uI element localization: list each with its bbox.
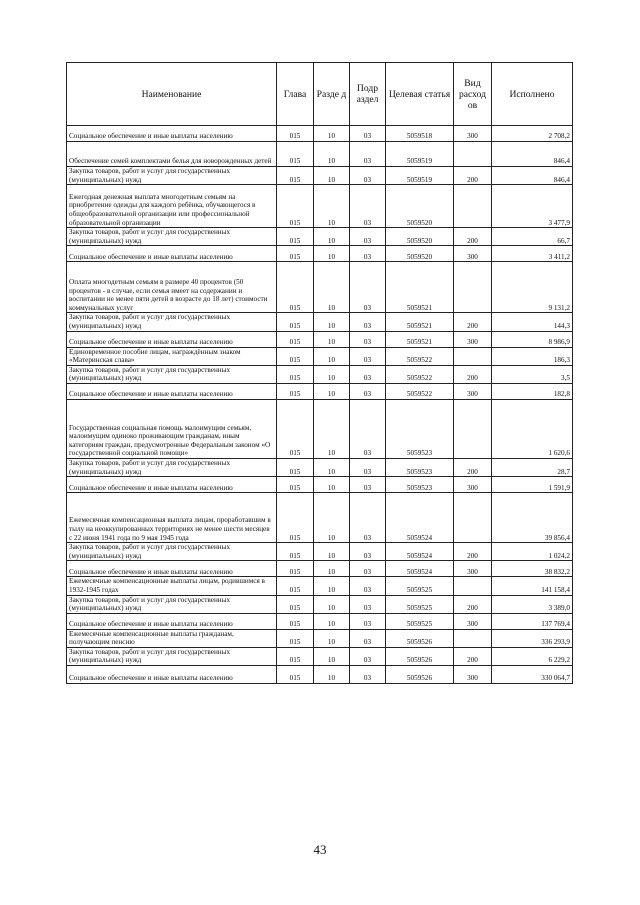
- row-subsection: 03: [350, 347, 386, 365]
- row-section: 10: [314, 613, 350, 629]
- row-subsection: 03: [350, 399, 386, 458]
- row-amount: 144,3: [492, 313, 573, 331]
- row-target-article: 5059520: [386, 185, 454, 228]
- row-target-article: 5059524: [386, 493, 454, 543]
- row-section: 10: [314, 142, 350, 167]
- row-expense-type: [454, 142, 492, 167]
- row-expense-type: 300: [454, 246, 492, 262]
- row-expense-type: 200: [454, 543, 492, 561]
- row-name: Единовременное пособие лицам, награждённым знаком «Материнская слава»: [67, 347, 277, 365]
- table-header-row: [67, 63, 573, 126]
- row-chapter: 015: [277, 365, 314, 383]
- row-target-article: 5059519: [386, 142, 454, 167]
- row-subsection: 03: [350, 629, 386, 647]
- table-row: [67, 228, 573, 246]
- row-expense-type: [454, 629, 492, 647]
- row-amount: 2 708,2: [492, 126, 573, 142]
- row-section: 10: [314, 666, 350, 684]
- row-expense-type: 300: [454, 561, 492, 577]
- row-section: 10: [314, 458, 350, 476]
- row-subsection: 03: [350, 561, 386, 577]
- row-target-article: 5059525: [386, 613, 454, 629]
- row-amount: 846,4: [492, 142, 573, 167]
- row-expense-type: 200: [454, 167, 492, 185]
- row-chapter: 015: [277, 142, 314, 167]
- row-subsection: 03: [350, 228, 386, 246]
- row-expense-type: [454, 577, 492, 595]
- row-expense-type: 300: [454, 666, 492, 684]
- row-section: 10: [314, 331, 350, 347]
- row-subsection: 03: [350, 126, 386, 142]
- row-target-article: 5059521: [386, 331, 454, 347]
- row-expense-type: 200: [454, 313, 492, 331]
- row-subsection: 03: [350, 142, 386, 167]
- row-amount: 330 064,7: [492, 666, 573, 684]
- row-name: Ежегодная денежная выплата многодетным семьям на приобретение одежды для каждого ребёнка, обучающегося в общеобразовательной организации или профессиональной образовательной организации: [67, 185, 277, 228]
- row-chapter: 015: [277, 629, 314, 647]
- row-subsection: 03: [350, 246, 386, 262]
- header-target-article: Целевая статья: [386, 63, 454, 126]
- row-expense-type: [454, 399, 492, 458]
- row-chapter: 015: [277, 246, 314, 262]
- row-expense-type: [454, 262, 492, 313]
- table-row: [67, 458, 573, 476]
- row-subsection: 03: [350, 313, 386, 331]
- row-name: Государственная социальная помощь малоимущим семьям, малоимущим одиноко проживающим гражданам, иным категориям граждан, предусмотренные Федеральным законом «О государственной социальной помощи»: [67, 399, 277, 458]
- row-name: Оплата многодетным семьям в размере 40 процентов (50 процентов - в случае, если семья имеет на содержании и воспитании не менее пяти детей в возрасте до 18 лет) стоимости коммунальных услуг: [67, 262, 277, 313]
- row-target-article: 5059518: [386, 126, 454, 142]
- row-chapter: 015: [277, 228, 314, 246]
- row-section: 10: [314, 228, 350, 246]
- expenditure-table: [66, 62, 573, 684]
- row-chapter: 015: [277, 383, 314, 399]
- row-section: 10: [314, 246, 350, 262]
- table-row: [67, 477, 573, 493]
- row-expense-type: 300: [454, 613, 492, 629]
- row-expense-type: [454, 493, 492, 543]
- row-section: 10: [314, 347, 350, 365]
- row-section: 10: [314, 185, 350, 228]
- row-chapter: 015: [277, 561, 314, 577]
- row-chapter: 015: [277, 399, 314, 458]
- row-subsection: 03: [350, 595, 386, 613]
- table-row: [67, 613, 573, 629]
- row-chapter: 015: [277, 458, 314, 476]
- row-name: Социальное обеспечение и иные выплаты населению: [67, 383, 277, 399]
- header-name: Наименование: [67, 63, 277, 126]
- row-amount: 6 229,2: [492, 647, 573, 665]
- row-section: 10: [314, 629, 350, 647]
- row-target-article: 5059521: [386, 313, 454, 331]
- row-subsection: 03: [350, 493, 386, 543]
- row-expense-type: 300: [454, 477, 492, 493]
- row-subsection: 03: [350, 647, 386, 665]
- row-section: 10: [314, 313, 350, 331]
- row-subsection: 03: [350, 666, 386, 684]
- row-name: Социальное обеспечение и иные выплаты населению: [67, 246, 277, 262]
- row-name: Ежемесячные компенсационные выплаты лицам, родившимся в 1932-1945 годах: [67, 577, 277, 595]
- row-subsection: 03: [350, 383, 386, 399]
- row-name: Социальное обеспечение и иные выплаты населению: [67, 126, 277, 142]
- table-row: [67, 543, 573, 561]
- row-section: 10: [314, 493, 350, 543]
- row-expense-type: 200: [454, 458, 492, 476]
- row-expense-type: [454, 185, 492, 228]
- row-amount: 28,7: [492, 458, 573, 476]
- row-chapter: 015: [277, 543, 314, 561]
- table-row: [67, 331, 573, 347]
- header-section: Разде д: [314, 63, 350, 126]
- row-target-article: 5059519: [386, 167, 454, 185]
- row-name: Закупка товаров, работ и услуг для государственных (муниципальных) нужд: [67, 458, 277, 476]
- table-row: [67, 493, 573, 543]
- row-target-article: 5059526: [386, 629, 454, 647]
- row-amount: 336 293,9: [492, 629, 573, 647]
- row-chapter: 015: [277, 313, 314, 331]
- row-target-article: 5059524: [386, 543, 454, 561]
- table-body: [67, 126, 573, 684]
- row-section: 10: [314, 126, 350, 142]
- row-subsection: 03: [350, 477, 386, 493]
- row-subsection: 03: [350, 543, 386, 561]
- row-chapter: 015: [277, 647, 314, 665]
- row-subsection: 03: [350, 331, 386, 347]
- row-subsection: 03: [350, 613, 386, 629]
- table-row: [67, 666, 573, 684]
- row-section: 10: [314, 399, 350, 458]
- row-target-article: 5059520: [386, 228, 454, 246]
- table-row: [67, 347, 573, 365]
- page-number: 43: [313, 842, 327, 857]
- row-name: Закупка товаров, работ и услуг для государственных (муниципальных) нужд: [67, 228, 277, 246]
- row-subsection: 03: [350, 577, 386, 595]
- row-expense-type: [454, 347, 492, 365]
- row-amount: 38 832,2: [492, 561, 573, 577]
- table-row: [67, 577, 573, 595]
- row-target-article: 5059524: [386, 561, 454, 577]
- row-chapter: 015: [277, 613, 314, 629]
- table-row: [67, 383, 573, 399]
- row-expense-type: 300: [454, 331, 492, 347]
- row-chapter: 015: [277, 577, 314, 595]
- row-section: 10: [314, 561, 350, 577]
- row-amount: 3 411,2: [492, 246, 573, 262]
- row-amount: 9 131,2: [492, 262, 573, 313]
- table-row: [67, 365, 573, 383]
- row-expense-type: 200: [454, 228, 492, 246]
- table-row: [67, 142, 573, 167]
- table-row: [67, 167, 573, 185]
- row-name: Социальное обеспечение и иные выплаты населению: [67, 613, 277, 629]
- row-amount: 66,7: [492, 228, 573, 246]
- row-amount: 3 477,9: [492, 185, 573, 228]
- row-chapter: 015: [277, 262, 314, 313]
- row-chapter: 015: [277, 477, 314, 493]
- table-row: [67, 629, 573, 647]
- row-amount: 137 769,4: [492, 613, 573, 629]
- row-name: Закупка товаров, работ и услуг для государственных (муниципальных) нужд: [67, 365, 277, 383]
- row-amount: 3 389,0: [492, 595, 573, 613]
- row-name: Социальное обеспечение и иные выплаты населению: [67, 477, 277, 493]
- table-row: [67, 262, 573, 313]
- row-name: Социальное обеспечение и иные выплаты населению: [67, 331, 277, 347]
- table-row: [67, 185, 573, 228]
- row-target-article: 5059521: [386, 262, 454, 313]
- row-expense-type: 200: [454, 365, 492, 383]
- row-target-article: 5059522: [386, 347, 454, 365]
- row-chapter: 015: [277, 493, 314, 543]
- row-amount: 141 158,4: [492, 577, 573, 595]
- header-subsection: Подр аздел: [350, 63, 386, 126]
- row-subsection: 03: [350, 185, 386, 228]
- header-expense-type: Вид расход ов: [454, 63, 492, 126]
- row-target-article: 5059520: [386, 246, 454, 262]
- row-amount: 1 024,2: [492, 543, 573, 561]
- row-expense-type: 300: [454, 126, 492, 142]
- table-row: [67, 595, 573, 613]
- row-chapter: 015: [277, 167, 314, 185]
- row-target-article: 5059522: [386, 365, 454, 383]
- row-name: Социальное обеспечение и иные выплаты населению: [67, 561, 277, 577]
- row-chapter: 015: [277, 347, 314, 365]
- row-target-article: 5059523: [386, 399, 454, 458]
- row-expense-type: 300: [454, 383, 492, 399]
- row-section: 10: [314, 543, 350, 561]
- row-expense-type: 200: [454, 647, 492, 665]
- row-amount: 186,3: [492, 347, 573, 365]
- row-section: 10: [314, 647, 350, 665]
- row-section: 10: [314, 167, 350, 185]
- row-name: Закупка товаров, работ и услуг для государственных (муниципальных) нужд: [67, 647, 277, 665]
- row-subsection: 03: [350, 365, 386, 383]
- row-target-article: 5059525: [386, 577, 454, 595]
- table-row: [67, 561, 573, 577]
- table-row: [67, 647, 573, 665]
- row-name: Ежемесячная компенсационная выплата лицам, проработавшим в тылу на неоккупированных территориях не менее шести месяцев с 22 июня 1941 года по 9 мая 1945 года: [67, 493, 277, 543]
- row-section: 10: [314, 477, 350, 493]
- row-target-article: 5059523: [386, 477, 454, 493]
- row-target-article: 5059525: [386, 595, 454, 613]
- table-row: [67, 126, 573, 142]
- table-row: [67, 313, 573, 331]
- row-chapter: 015: [277, 126, 314, 142]
- row-expense-type: 200: [454, 595, 492, 613]
- row-target-article: 5059526: [386, 666, 454, 684]
- row-amount: 182,8: [492, 383, 573, 399]
- row-target-article: 5059523: [386, 458, 454, 476]
- row-name: Ежемесячные компенсационные выплаты гражданам, получающим пенсию: [67, 629, 277, 647]
- row-subsection: 03: [350, 458, 386, 476]
- row-section: 10: [314, 262, 350, 313]
- row-name: Социальное обеспечение и иные выплаты населению: [67, 666, 277, 684]
- row-amount: 39 856,4: [492, 493, 573, 543]
- row-amount: 3,5: [492, 365, 573, 383]
- row-section: 10: [314, 595, 350, 613]
- row-chapter: 015: [277, 185, 314, 228]
- row-target-article: 5059522: [386, 383, 454, 399]
- row-amount: 1 591,9: [492, 477, 573, 493]
- header-executed: Исполнено: [492, 63, 573, 126]
- row-name: Обеспечение семей комплектами белья для новорожденных детей: [67, 142, 277, 167]
- row-name: Закупка товаров, работ и услуг для государственных (муниципальных) нужд: [67, 313, 277, 331]
- row-subsection: 03: [350, 167, 386, 185]
- row-section: 10: [314, 365, 350, 383]
- row-amount: 8 986,9: [492, 331, 573, 347]
- table-row: [67, 246, 573, 262]
- row-section: 10: [314, 383, 350, 399]
- row-chapter: 015: [277, 595, 314, 613]
- row-amount: 1 620,6: [492, 399, 573, 458]
- header-chapter: Глава: [277, 63, 314, 126]
- row-amount: 846,4: [492, 167, 573, 185]
- row-name: Закупка товаров, работ и услуг для государственных (муниципальных) нужд: [67, 595, 277, 613]
- row-section: 10: [314, 577, 350, 595]
- table-row: [67, 399, 573, 458]
- row-name: Закупка товаров, работ и услуг для государственных (муниципальных) нужд: [67, 167, 277, 185]
- row-target-article: 5059526: [386, 647, 454, 665]
- row-chapter: 015: [277, 666, 314, 684]
- row-subsection: 03: [350, 262, 386, 313]
- row-name: Закупка товаров, работ и услуг для государственных (муниципальных) нужд: [67, 543, 277, 561]
- row-chapter: 015: [277, 331, 314, 347]
